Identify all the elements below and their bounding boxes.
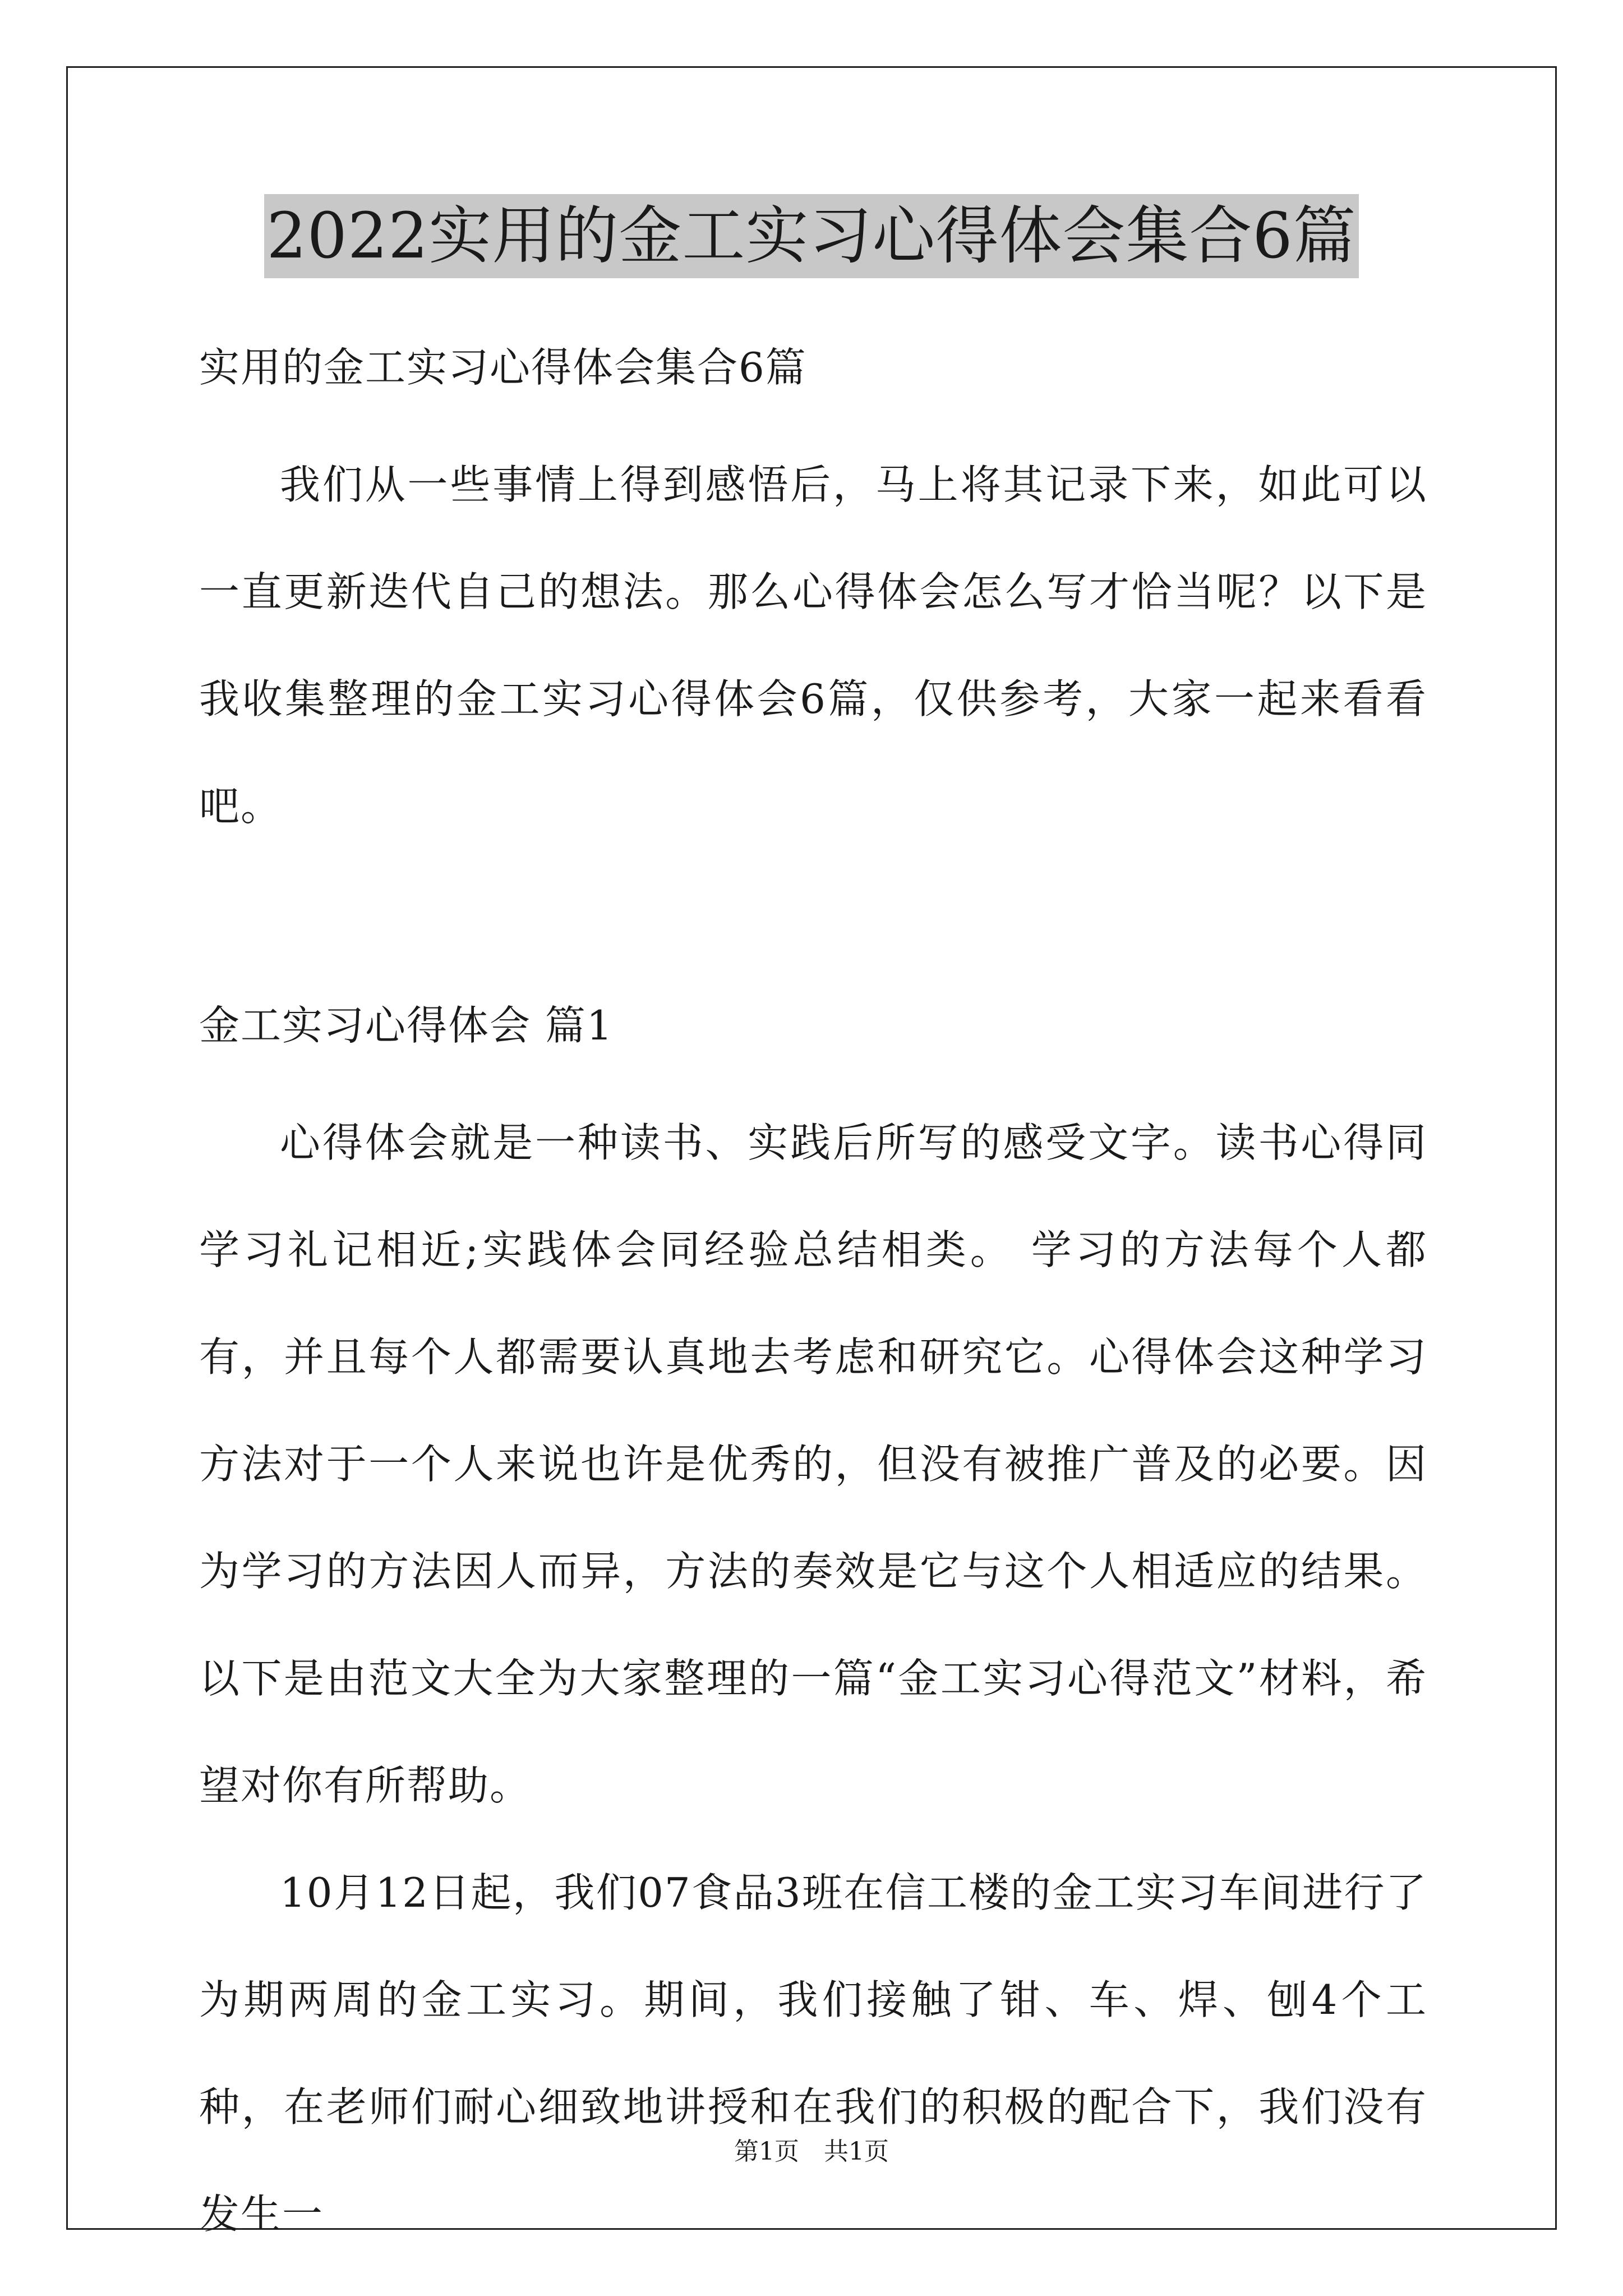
body-paragraph-2: 10月12日起，我们07食品3班在信工楼的金工实习车间进行了为期两周的金工实习。期间，我们接触了钳、车、焊、刨4个工种，在老师们耐心细致地讲授和在我们的积极的配合下，我们没有发生一 (199, 1869, 1427, 2238)
document-subtitle: 实用的金工实习心得体会集合6篇 (199, 344, 807, 391)
page-number: 第1页 共1页 (734, 2137, 889, 2166)
section-spacer (199, 860, 1427, 972)
title-container (0, 194, 1623, 278)
section-heading: 金工实习心得体会 篇1 (199, 1002, 614, 1049)
body-paragraph-1: 心得体会就是一种读书、实践后所写的感受文字。读书心得同学习礼记相近;实践体会同经验总结相类。 学习的方法每个人都有，并且每个人都需要认真地去考虑和研究它。心得体会这种学习方法对于一个人来说也许是优秀的，但没有被推广普及的必要。因为学习的方法因人而异，方法的奏效是它与这个人相适应的结果。以下是由范文大全为大家整理的一篇“金工实习心得范文”材料，希望对你有所帮助。 (199, 1119, 1427, 1809)
intro-paragraph: 我们从一些事情上得到感悟后，马上将其记录下来，如此可以一直更新迭代自己的想法。那么心得体会怎么写才恰当呢？以下是我收集整理的金工实习心得体会6篇，仅供参考，大家一起来看看吧。 (199, 461, 1427, 830)
document-title: 2022实用的金工实习心得体会集合6篇 (264, 194, 1358, 278)
document-body (199, 314, 1427, 2268)
